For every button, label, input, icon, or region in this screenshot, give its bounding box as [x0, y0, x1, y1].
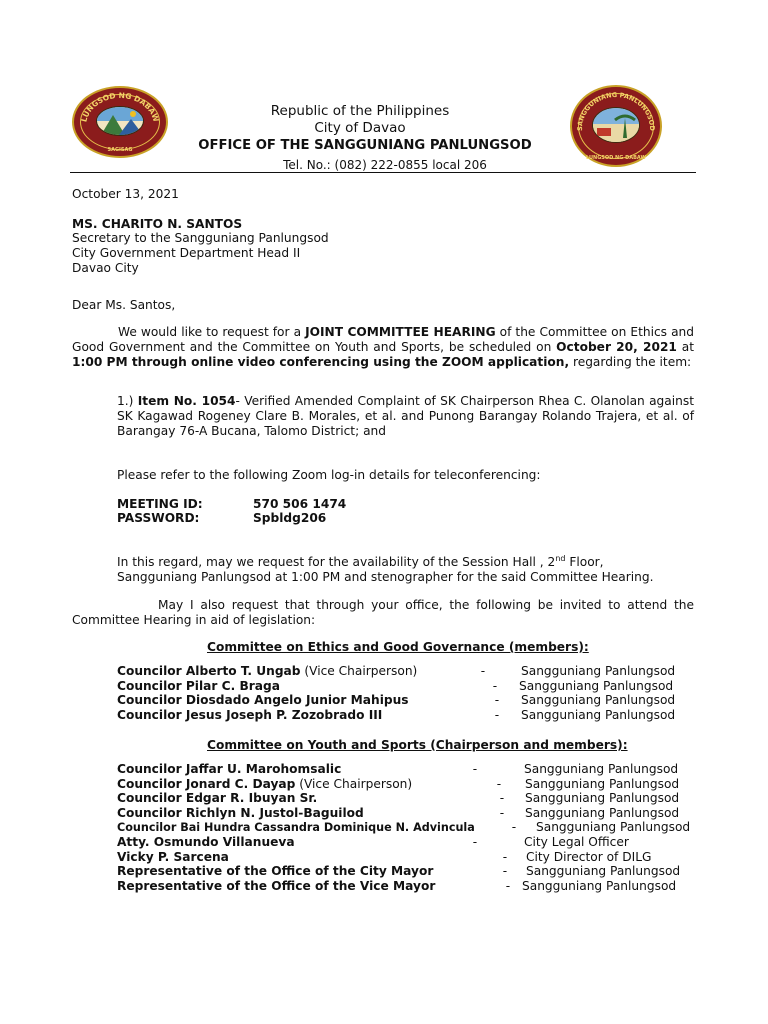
- salutation: Dear Ms. Santos,: [72, 298, 176, 312]
- item-description: - Verified Amended Complaint of SK Chairperson Rhea C. Olanolan against SK Kagawad Rogeney Clare B. Morales, et al. and Punong Barangay Rolando Trajera, et al. of Barangay 76-A Bucana, Talomo District; and: [117, 394, 694, 438]
- zoom-intro: Please refer to the following Zoom log-in details for teleconferencing:: [117, 468, 541, 482]
- committee-youth-title: Committee on Youth and Sports (Chairperson and members):: [207, 738, 628, 752]
- member-name: Councilor Jonard C. Dayap: [117, 776, 296, 791]
- member-dash: -: [499, 805, 505, 820]
- meeting-id-value: 570 506 1474: [253, 497, 347, 511]
- member-office: Sangguniang Panlungsod: [526, 864, 681, 879]
- member-dash: -: [494, 707, 500, 722]
- member-row: [117, 693, 409, 708]
- member-row: [117, 777, 412, 792]
- member-name: Councilor Alberto T. Ungab: [117, 664, 301, 678]
- header-republic: Republic of the Philippines: [270, 103, 450, 119]
- member-dash: -: [502, 864, 508, 879]
- member-name: Vicky P. Sarcena: [117, 849, 229, 864]
- recipient-city: Davao City: [72, 261, 139, 275]
- member-row: [117, 664, 417, 679]
- session-text: Floor,: [565, 555, 604, 569]
- svg-text:LUNGSOD NG DABAW: LUNGSOD NG DABAW: [585, 155, 647, 161]
- password-value: Spbldg206: [253, 511, 327, 525]
- item-number-prefix: 1.): [117, 394, 138, 408]
- invite-paragraph: May I also request that through your office, the following be invited to attend the Committee Hearing in aid of legislation:: [72, 598, 694, 627]
- member-role: (Vice Chairperson): [300, 664, 418, 678]
- request-paragraph: [72, 325, 694, 370]
- member-row: [117, 835, 295, 850]
- member-name: Councilor Pilar C. Braga: [117, 678, 280, 693]
- member-name: Councilor Richlyn N. Justol-Baguilod: [117, 805, 364, 820]
- header-city: City of Davao: [314, 120, 406, 136]
- member-dash: -: [480, 664, 486, 678]
- member-row: [117, 850, 229, 865]
- member-name: Councilor Diosdado Angelo Junior Mahipus: [117, 693, 409, 708]
- member-office: Sangguniang Panlungsod: [525, 791, 680, 806]
- member-dash: -: [496, 776, 502, 791]
- committee-ethics-title: Committee on Ethics and Good Governance (members):: [207, 640, 589, 654]
- member-dash: -: [505, 878, 511, 893]
- request-text: of the Committee on Ethics and Good Government and the Committee on Youth and Sports, be scheduled on: [72, 325, 694, 354]
- floor-ordinal: nd: [555, 553, 566, 563]
- hearing-type: JOINT COMMITTEE HEARING: [305, 325, 496, 339]
- request-text: at: [676, 340, 695, 354]
- svg-text:LUNGSOD NG DABAW: LUNGSOD NG DABAW: [79, 90, 161, 124]
- member-name: Councilor Bai Hundra Cassandra Dominique N. Advincula: [117, 821, 475, 835]
- agenda-item: [117, 394, 694, 439]
- member-row: [117, 879, 435, 894]
- member-office: Sangguniang Panlungsod: [521, 707, 676, 722]
- member-dash: -: [511, 820, 517, 835]
- member-row: [117, 679, 280, 694]
- member-row: [117, 820, 475, 835]
- recipient-name: MS. CHARITO N. SANTOS: [72, 217, 243, 231]
- seal-lettering: [572, 87, 660, 165]
- request-text: We would like to request for a: [118, 325, 306, 339]
- member-name: Councilor Jaffar U. Marohomsalic: [117, 762, 342, 776]
- svg-text:SAGISAG: SAGISAG: [107, 147, 133, 153]
- member-row: [117, 708, 382, 723]
- member-office: Sangguniang Panlungsod: [519, 678, 674, 693]
- header-telephone: Tel. No.: (082) 222-0855 local 206: [283, 158, 487, 172]
- session-hall-request: [117, 555, 604, 570]
- member-office: City Legal Officer: [524, 835, 629, 849]
- member-name: Councilor Jesus Joseph P. Zozobrado III: [117, 707, 383, 722]
- letter-date: October 13, 2021: [72, 187, 179, 201]
- member-office: Sangguniang Panlungsod: [521, 664, 676, 678]
- member-office: Sangguniang Panlungsod: [536, 820, 691, 835]
- member-name: Councilor Edgar R. Ibuyan Sr.: [117, 791, 318, 806]
- member-dash: -: [502, 849, 508, 864]
- svg-text:SANGGUNIANG PANLUNGSOD: SANGGUNIANG PANLUNGSOD: [575, 90, 657, 132]
- member-dash: -: [472, 762, 478, 776]
- sangguniang-panlungsod-seal: [570, 85, 662, 167]
- member-office: Sangguniang Panlungsod: [525, 776, 680, 791]
- meeting-id-label: MEETING ID:: [117, 497, 203, 511]
- member-row: [117, 762, 341, 777]
- item-number: Item No. 1054: [137, 394, 236, 408]
- recipient-title: Secretary to the Sangguniang Panlungsod: [72, 231, 329, 245]
- recipient-position: City Government Department Head II: [72, 246, 301, 260]
- member-row: [117, 806, 364, 821]
- member-dash: -: [499, 791, 505, 806]
- password-label: PASSWORD:: [117, 511, 200, 525]
- member-name: Representative of the Office of the Vice Mayor: [117, 878, 436, 893]
- member-role: (Vice Chairperson): [295, 776, 413, 791]
- hearing-time-platform: 1:00 PM through online video conferencing using the ZOOM application,: [72, 355, 570, 369]
- member-name: Atty. Osmundo Villanueva: [117, 835, 295, 849]
- request-text: regarding the item:: [569, 355, 692, 369]
- member-office: Sangguniang Panlungsod: [524, 762, 679, 776]
- member-dash: -: [492, 678, 498, 693]
- hearing-date: October 20, 2021: [556, 340, 677, 354]
- session-text: In this regard, may we request for the availability of the Session Hall , 2: [117, 555, 556, 569]
- member-dash: -: [494, 693, 500, 708]
- member-office: Sangguniang Panlungsod: [525, 805, 680, 820]
- member-dash: -: [472, 835, 478, 849]
- member-office: Sangguniang Panlungsod: [522, 878, 677, 893]
- header-office: OFFICE OF THE SANGGUNIANG PANLUNGSOD: [198, 138, 532, 153]
- member-office: Sangguniang Panlungsod: [521, 693, 676, 708]
- member-row: [117, 791, 317, 806]
- session-hall-request-line2: Sangguniang Panlungsod at 1:00 PM and stenographer for the said Committee Hearing.: [117, 570, 654, 584]
- member-name: Representative of the Office of the City Mayor: [117, 864, 434, 879]
- header-divider: [70, 172, 696, 173]
- member-row: [117, 864, 433, 879]
- member-office: City Director of DILG: [526, 849, 652, 864]
